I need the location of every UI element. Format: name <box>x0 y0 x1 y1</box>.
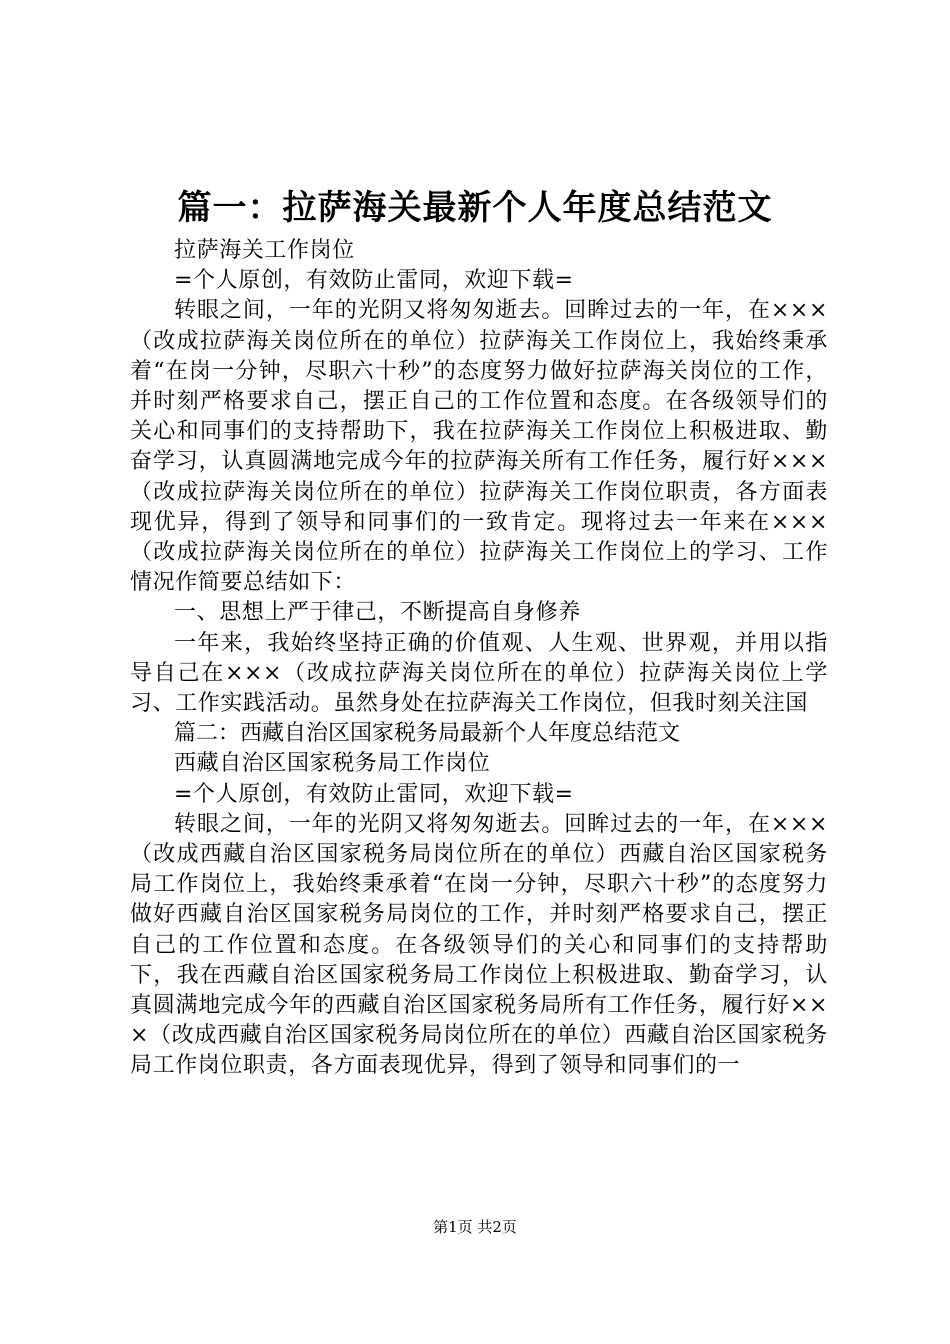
paragraph-article-heading-2: 篇二：西藏自治区国家税务局最新个人年度总结范文 <box>174 721 681 747</box>
paragraph-original-notice-2: =个人原创，有效防止雷同，欢迎下载= <box>174 781 574 807</box>
paragraph-position-heading-2: 西藏自治区国家税务局工作岗位 <box>174 751 491 777</box>
paragraph-original-notice-1: =个人原创，有效防止雷同，欢迎下载= <box>174 268 574 294</box>
paragraph-position-heading-1: 拉萨海关工作岗位 <box>174 238 355 263</box>
page-footer: 第1页 共2页 <box>433 1218 517 1236</box>
paragraph-section-heading-1: 一、思想上严于律己，不断提高自身修养 <box>174 600 581 626</box>
paragraph-section-body-1: 一年来，我始终坚持正确的价值观、人生观、世界观，并用以指导自己在×××（改成拉萨海关岗位所在的单位）拉萨海关岗位上学习、工作实践活动。虽然身处在拉萨海关工作岗位，但我时刻关注国 <box>130 630 828 717</box>
document-body <box>130 236 828 1082</box>
paragraph-intro-2: 转眼之间，一年的光阴又将匆匆逝去。回眸过去的一年，在×××（改成西藏自治区国家税务局岗位所在的单位）西藏自治区国家税务局工作岗位上，我始终秉承着“在岗一分钟，尽职六十秒”的态度努力做好西藏自治区国家税务局岗位的工作，并时刻严格要求自己，摆正自己的工作位置和态度。在各级领导们的关心和同事们的支持帮助下，我在西藏自治区国家税务局工作岗位上积极进取、勤奋学习，认真圆满地完成今年的西藏自治区国家税务局所有工作任务，履行好×××（改成西藏自治区国家税务局岗位所在的单位）西藏自治区国家税务局工作岗位职责，各方面表现优异，得到了领导和同事们的一 <box>130 811 828 1079</box>
document-title: 篇一：拉萨海关最新个人年度总结范文 <box>177 188 773 228</box>
paragraph-intro-1: 转眼之间，一年的光阴又将匆匆逝去。回眸过去的一年，在×××（改成拉萨海关岗位所在的单位）拉萨海关工作岗位上，我始终秉承着“在岗一分钟，尽职六十秒”的态度努力做好拉萨海关岗位的工作，并时刻严格要求自己，摆正自己的工作位置和态度。在各级领导们的关心和同事们的支持帮助下，我在拉萨海关工作岗位上积极进取、勤奋学习，认真圆满地完成今年的拉萨海关所有工作任务，履行好×××（改成拉萨海关岗位所在的单位）拉萨海关工作岗位职责，各方面表现优异，得到了领导和同事们的一致肯定。现将过去一年来在×××（改成拉萨海关岗位所在的单位）拉萨海关工作岗位上的学习、工作情况作简要总结如下： <box>130 298 828 596</box>
